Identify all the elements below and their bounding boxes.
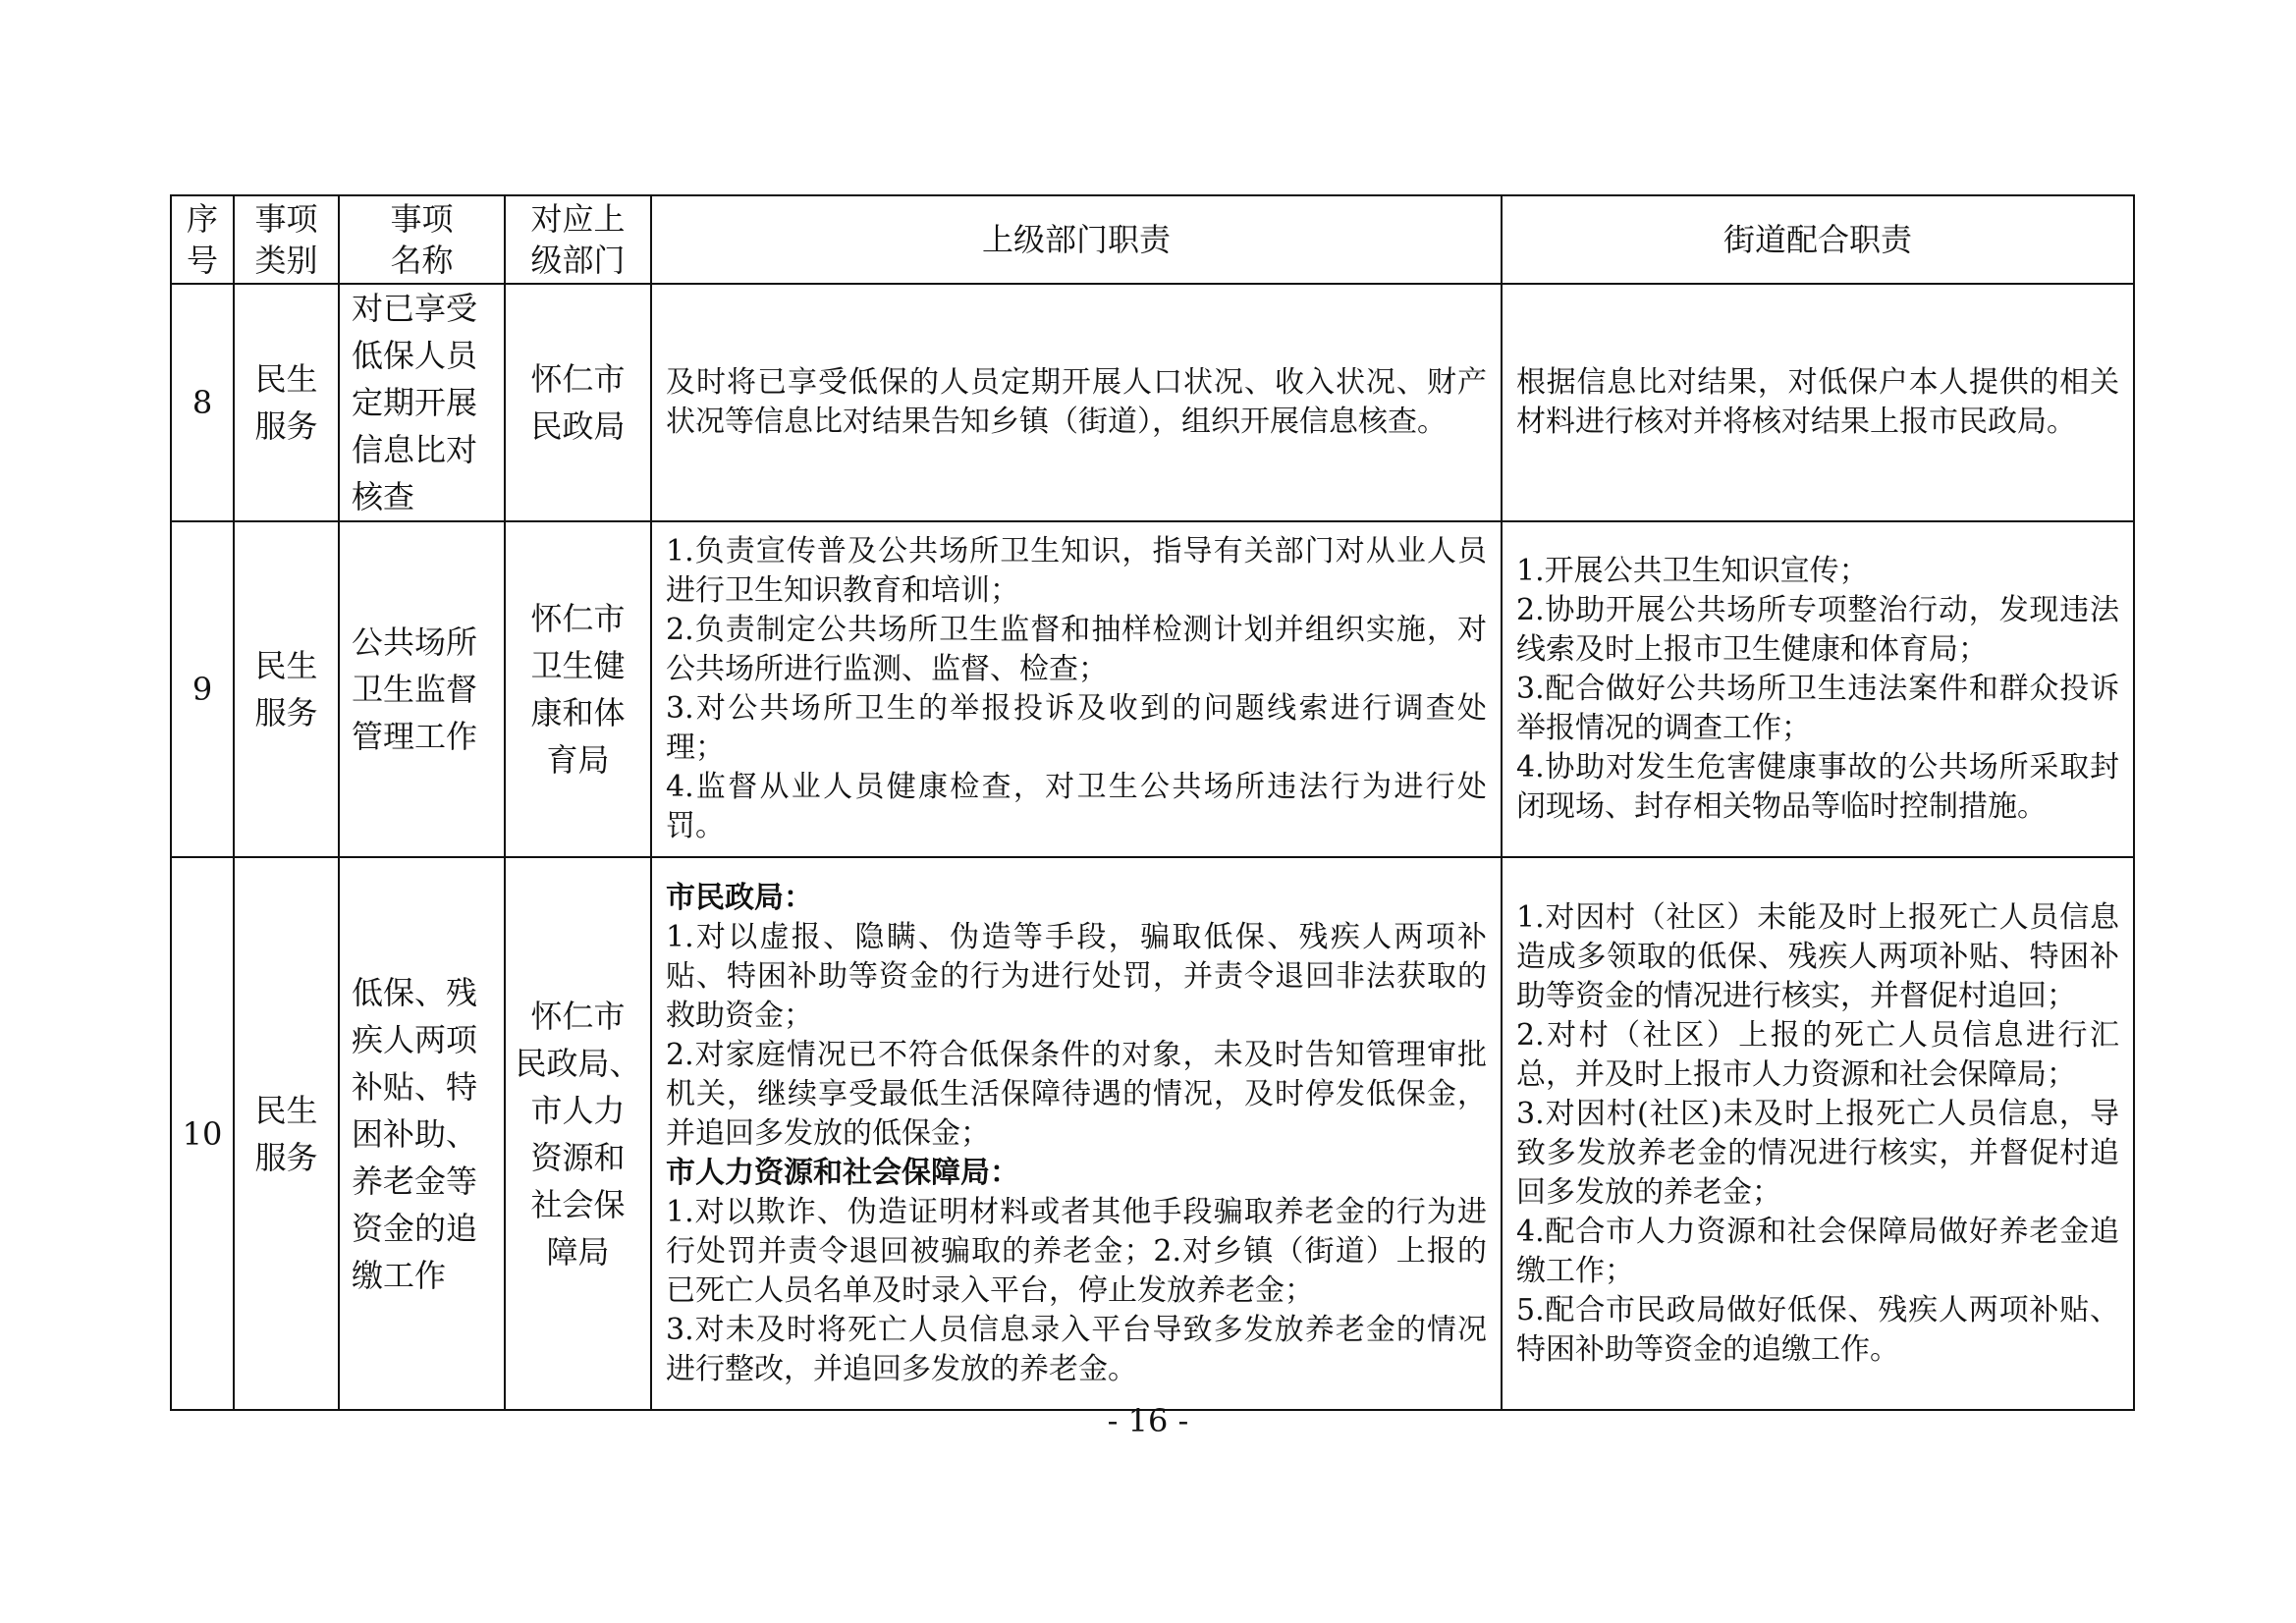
duty-section-heading: 市人力资源和社会保障局： [666, 1155, 1019, 1190]
table-row [171, 284, 2134, 521]
row-seq: 10 [171, 857, 234, 1410]
row-street-duty [1502, 284, 2134, 521]
duty-paragraph: 1.对以虚报、隐瞒、伪造等手段，骗取低保、残疾人两项补贴、特困补助等资金的行为进行处罚，并责令退回非法获取的救助资金； [666, 919, 1487, 1033]
duty-section-heading: 市民政局： [666, 880, 813, 915]
header-category: 事项 类别 [234, 195, 339, 284]
header-dept: 对应上 级部门 [505, 195, 651, 284]
table-row [171, 521, 2134, 857]
page-number: - 16 - [1107, 1402, 1189, 1439]
duty-paragraph: 5.配合市民政局做好低保、残疾人两项补贴、特困补助等资金的追缴工作。 [1516, 1292, 2119, 1367]
duty-paragraph: 2.对村（社区）上报的死亡人员信息进行汇总，并及时上报市人力资源和社会保障局； [1516, 1017, 2119, 1092]
row-dept: 怀仁市 民政局 [505, 284, 651, 521]
duty-paragraph: 及时将已享受低保的人员定期开展人口状况、收入状况、财产状况等信息比对结果告知乡镇（街道），组织开展信息核查。 [666, 365, 1487, 439]
duty-paragraph: 2.对家庭情况已不符合低保条件的对象，未及时告知管理审批机关，继续享受最低生活保障待遇的情况，及时停发低保金，并追回多发放的低保金； [666, 1037, 1487, 1151]
duty-paragraph: 4.协助对发生危害健康事故的公共场所采取封闭现场、封存相关物品等临时控制措施。 [1516, 750, 2119, 824]
row-category: 民生 服务 [234, 521, 339, 857]
row-seq: 8 [171, 284, 234, 521]
duty-paragraph: 2.负责制定公共场所卫生监督和抽样检测计划并组织实施，对公共场所进行监测、监督、检查； [666, 613, 1487, 686]
duty-paragraph: 1.负责宣传普及公共场所卫生知识，指导有关部门对从业人员进行卫生知识教育和培训； [666, 534, 1487, 608]
row-item-name: 对已享受 低保人员 定期开展 信息比对 核查 [339, 284, 505, 521]
header-upper-duty: 上级部门职责 [651, 195, 1502, 284]
table-row [171, 857, 2134, 1410]
duty-paragraph: 3.配合做好公共场所卫生违法案件和群众投诉举报情况的调查工作； [1516, 672, 2119, 745]
row-upper-duty [651, 284, 1502, 521]
row-dept: 怀仁市 卫生健 康和体 育局 [505, 521, 651, 857]
table-header-row [171, 195, 2134, 284]
row-street-duty [1502, 857, 2134, 1410]
duty-paragraph: 3.对公共场所卫生的举报投诉及收到的问题线索进行调查处理； [666, 691, 1487, 765]
row-upper-duty [651, 521, 1502, 857]
duty-paragraph: 根据信息比对结果，对低保户本人提供的相关材料进行核对并将核对结果上报市民政局。 [1516, 365, 2119, 439]
header-name: 事项 名称 [339, 195, 505, 284]
row-category: 民生 服务 [234, 857, 339, 1410]
duty-paragraph: 4.监督从业人员健康检查，对卫生公共场所违法行为进行处罚。 [666, 770, 1487, 843]
duty-paragraph: 1.对以欺诈、伪造证明材料或者其他手段骗取养老金的行为进行处罚并责令退回被骗取的养老金；2.对乡镇（街道）上报的已死亡人员名单及时录入平台，停止发放养老金； [666, 1194, 1487, 1308]
duty-paragraph: 3.对因村(社区)未及时上报死亡人员信息，导致多发放养老金的情况进行核实，并督促村追回多发放的养老金； [1516, 1096, 2119, 1210]
row-category: 民生 服务 [234, 284, 339, 521]
duty-paragraph: 2.协助开展公共场所专项整治行动，发现违法线索及时上报市卫生健康和体育局； [1516, 593, 2119, 667]
duty-paragraph: 1.对因村（社区）未能及时上报死亡人员信息造成多领取的低保、残疾人两项补贴、特困补助等资金的情况进行核实，并督促村追回； [1516, 899, 2119, 1013]
header-street-duty: 街道配合职责 [1502, 195, 2134, 284]
header-seq: 序 号 [171, 195, 234, 284]
duty-table [170, 194, 2135, 1411]
row-upper-duty [651, 857, 1502, 1410]
row-dept: 怀仁市 民政局、 市人力 资源和 社会保 障局 [505, 857, 651, 1410]
row-item-name: 公共场所 卫生监督 管理工作 [339, 521, 505, 857]
row-street-duty [1502, 521, 2134, 857]
duty-paragraph: 1.开展公共卫生知识宣传； [1516, 554, 1869, 588]
duty-paragraph: 3.对未及时将死亡人员信息录入平台导致多发放养老金的情况进行整改，并追回多发放的养老金。 [666, 1312, 1487, 1386]
row-seq: 9 [171, 521, 234, 857]
row-item-name: 低保、残 疾人两项 补贴、特 困补助、 养老金等 资金的追 缴工作 [339, 857, 505, 1410]
duty-paragraph: 4.配合市人力资源和社会保障局做好养老金追缴工作； [1516, 1214, 2119, 1288]
